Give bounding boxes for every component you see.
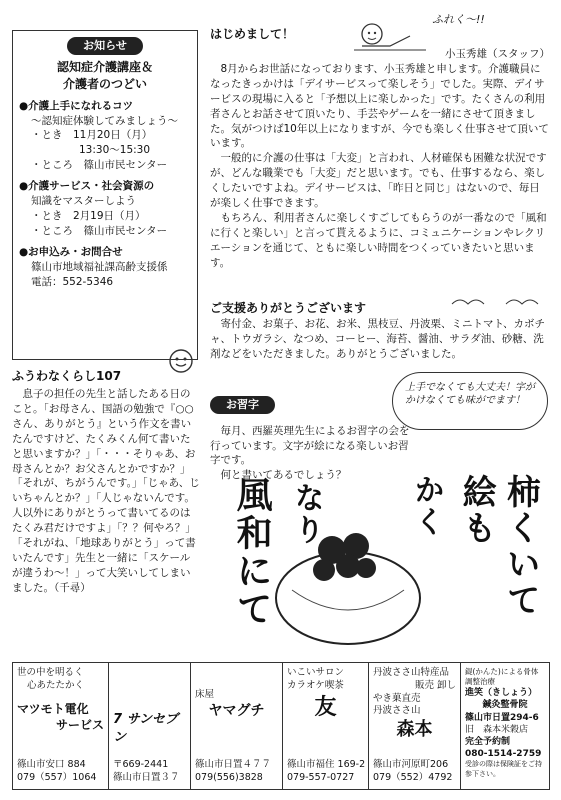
ad-line: カラオケ喫茶 [287, 679, 344, 691]
item2-heading-1: ●介護サービス・社会資源の [19, 180, 155, 193]
thanks-title: ご支援ありがとうございます [210, 301, 367, 315]
ad-zip: 〒669-2441 [113, 759, 169, 771]
smiley-face-icon [166, 346, 196, 376]
ad-footnote: 受診の際は保険証をご持参下さい。 [465, 760, 542, 778]
item2-when: ・とき 2月19日（月） [31, 210, 146, 223]
contact-heading: ●お申込み・お問合せ [19, 245, 123, 258]
calligraphy-col-3: かく [408, 474, 444, 538]
ad-name: マツモト電化 [17, 701, 89, 716]
ad-phone: 079(556)3828 [195, 772, 263, 784]
ad-phone: 079（557）1064 [17, 772, 97, 784]
calligraphy-title: お習字 [210, 396, 275, 414]
ad-yamaguchi [191, 663, 283, 789]
thanks-body: 寄付金、お菓子、お花、お米、黒枝豆、丹波栗、ミニトマト、カボチャ、トウガラシ、なつめ、コーヒー、海苔、醤油、サラダ油、砂糖、洗剤などをいただきました。ありがとうございました。 [210, 318, 546, 360]
notice-box [12, 30, 198, 360]
ad-address: 篠山市日置294-6 [465, 712, 539, 723]
calligraphy-body-1: 毎月、西羅英理先生によるお習字の会を行っています。文字が絵になる楽しいお習字です。 [210, 424, 410, 467]
thanks-section [210, 300, 550, 362]
item1-when: ・とき 11月20日（月） [31, 129, 153, 142]
calligraphy-col-1: 柿くいて [500, 474, 541, 618]
ad-sunseven [109, 663, 191, 789]
calligraphy-col-4: なり [288, 482, 324, 546]
intro-paragraph-2: 一般的に介護の仕事は「大変」と言われ、人材確保も困難な状況ですが、どんな職業でも「大変」だと思います。でも、仕事するなら、楽しくしたいですよね。デイサービスは、「昨日と同じ」はないので、毎日が楽しく仕事できます。 [210, 152, 547, 210]
ad-line: 心あたたかく [27, 679, 85, 691]
ad-phone: 080-1514-2759 [465, 748, 542, 759]
intro-paragraph-1: 8月からお世話になっております、小玉秀雄と申します。介護職員になったきっかけは「デイサービスって楽しそう」でした。実際、デイサービスの現場に入ると「予想以上に楽しかった」です。たくさんの利用者さんとお話させて頂いたり、手芸やゲームを一緒にさせて頂きました。気がつけば10年以上になりますが、今でも楽しく仕事させて頂いています。 [210, 62, 549, 150]
notice-title: お知らせ [67, 37, 143, 55]
ad-name: ヤマグチ [208, 702, 265, 719]
ad-tomo [283, 663, 369, 789]
intro-author: 小玉秀雄（スタッフ） [445, 48, 550, 61]
ad-name: サービス [55, 717, 104, 732]
ad-phone: 079-557-0727 [287, 772, 355, 784]
ad-label: 床屋 [195, 689, 215, 700]
ads-bar [12, 662, 550, 790]
ad-phone: 079（552）4792 [373, 772, 453, 784]
item2-where: ・ところ 篠山市民センター [31, 224, 168, 237]
intro-section [210, 13, 550, 271]
ad-kishou [461, 663, 549, 789]
person-doodle-icon [350, 16, 430, 56]
event-title [19, 59, 191, 93]
ad-line: 丹波ささ山 [373, 705, 421, 717]
speech-bubble [392, 372, 548, 430]
column-body: 息子の担任の先生と話したある日のこと。「お母さん、国語の勉強で『○○さん、ありがとう』という作文を書いたんですけど、たくみくん何て書いたと思いますか？」「・・・そりゃあ、お母さんとか？お父さんとかですか？」「それが、ちがうんです。」「じゃあ、じいちゃんとか？」「人じゃないんです。人以外にありがとうって書いてるのはたくみ君だけですよ」「？？何やろ？」「それがね、「地球ありがとう」って書いたんです」先生と一緒に「スケールが違うわ～！」って大笑いしてしまいました。（千尋） [12, 388, 200, 594]
contact [19, 245, 191, 290]
contact-tel: 電話：552-5346 [31, 275, 114, 288]
event-title-line-2: 介護者のつどい [62, 76, 147, 91]
contact-org: 篠山市地域福祉課高齢支援係 [31, 260, 168, 273]
bird-doodle-icon [450, 294, 540, 308]
ad-address: 篠山市日置４７７ [195, 759, 272, 771]
item1-time: 13:30～15:30 [79, 144, 151, 157]
ad-morimoto [369, 663, 461, 789]
intro-paragraph-3: もちろん、利用者さんに楽しくすごしてもらうのが一番なので「風和に行くと楽しい」と言って貰えるように、コミュニケーションやレクリエーションを通じて、ともに楽しい時間をつくっていきたいと思います。 [210, 212, 547, 269]
event-item-2 [19, 179, 191, 239]
speech-bubble-text: 上手でなくても大丈夫！字がかけなくても味がでます！ [405, 382, 535, 406]
item1-heading: ●介護上手になれるコツ [19, 99, 134, 112]
intro-title: はじめまして！ [210, 27, 295, 41]
ad-address: 篠山市河原町206 [373, 759, 449, 771]
event-item-1 [19, 99, 191, 174]
calligraphy-body-2: 何と書いてあるでしょう？ [220, 469, 347, 482]
ad-address: 篠山市福住 169-2 [287, 759, 366, 771]
ad-name: 進笑（きしょう） [465, 688, 538, 699]
item1-where: ・ところ 篠山市民センター [31, 159, 168, 172]
event-title-line-1: 認知症介護講座＆ [56, 59, 153, 74]
calligraphy-col-2: 絵も [456, 474, 497, 546]
column-section [12, 368, 200, 596]
ad-address: 篠山市安口 884 [17, 759, 86, 771]
calligraphy-col-5: 風和にて [231, 476, 274, 628]
ad-name: 友 [314, 694, 337, 720]
doodle-text: ふれく～!! [432, 13, 485, 26]
column-title: ふうわなくらし107 [12, 369, 122, 383]
item2-heading-2: 知識をマスターしよう [31, 195, 136, 208]
ad-matsumoto [13, 663, 109, 789]
ad-line: 世の中を明るく [17, 667, 84, 678]
ad-line: 販売 卸し [414, 679, 456, 691]
ad-line: 丹波ささ山特産品 [373, 667, 450, 678]
sunseven-logo: 7 サンセブン [113, 712, 178, 745]
ad-name: 鍼灸整骨院 [482, 700, 528, 711]
ad-note: 完全予約制 [465, 736, 511, 747]
ad-name: 森本 [396, 719, 433, 741]
ad-address: 篠山市日置３７ [113, 772, 180, 784]
ad-line: 鍉(かんた)による骨体調整治療 [465, 667, 539, 687]
ad-line: いこいサロン [287, 667, 345, 678]
ad-line: やき菓直売 [373, 692, 421, 704]
item1-sub: ～認知症体験してみましょう～ [31, 114, 178, 127]
ad-line: 旧 森本米穀店 [465, 724, 529, 735]
